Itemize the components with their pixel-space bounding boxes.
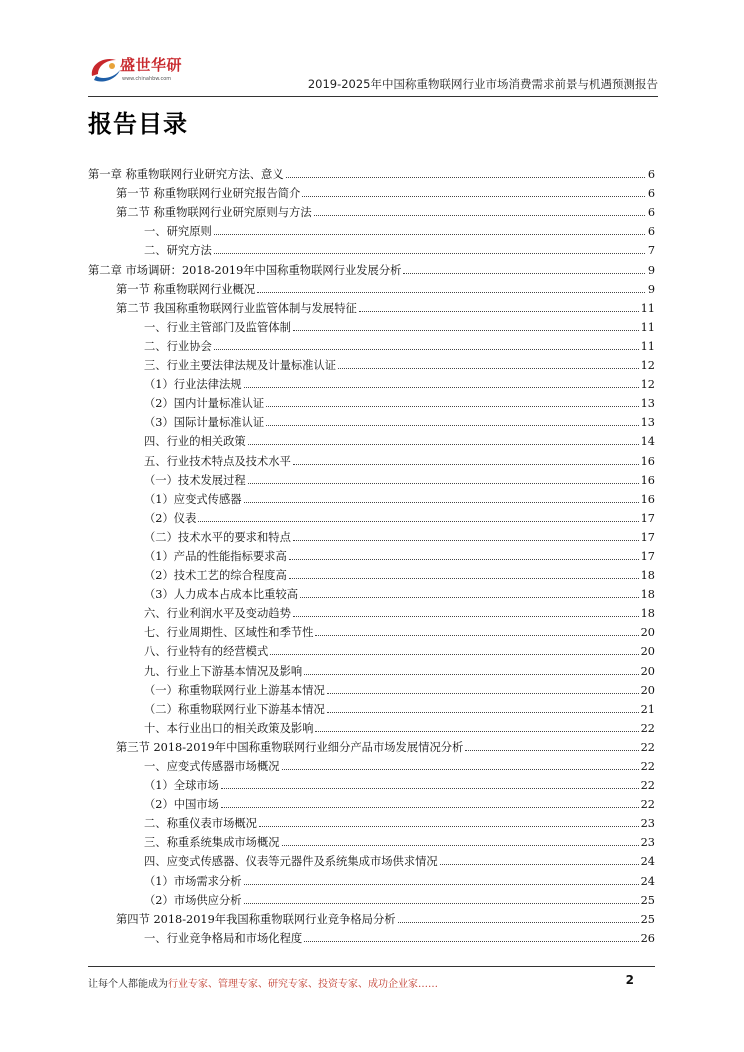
toc-dot-leader: [214, 234, 645, 235]
toc-entry-page: 9: [647, 282, 655, 296]
toc-entry[interactable]: [88, 429, 655, 448]
toc-dot-leader: [221, 807, 639, 808]
toc-entry[interactable]: [88, 257, 655, 276]
toc-entry[interactable]: [88, 907, 655, 926]
toc-entry-label: 二、行业协会: [144, 339, 212, 353]
toc-entry-page: 24: [640, 874, 655, 888]
toc-entry[interactable]: [88, 334, 655, 353]
toc-dot-leader: [293, 616, 639, 617]
toc-entry-page: 25: [640, 912, 655, 926]
toc-entry[interactable]: [88, 697, 655, 716]
toc-entry-page: 13: [640, 416, 655, 430]
toc-entry-page: 12: [640, 359, 655, 373]
toc-dot-leader: [248, 483, 639, 484]
table-of-contents: [88, 162, 655, 945]
toc-entry-page: 25: [640, 893, 655, 907]
header-divider: [88, 96, 658, 97]
toc-dot-leader: [359, 311, 639, 312]
toc-entry-label: （1）全球市场: [144, 779, 219, 793]
toc-entry-page: 17: [640, 530, 655, 544]
toc-entry[interactable]: [88, 525, 655, 544]
toc-entry-label: 二、称重仪表市场概况: [144, 817, 257, 831]
toc-dot-leader: [289, 578, 639, 579]
toc-entry-label: 一、应变式传感器市场概况: [144, 760, 280, 773]
toc-entry-page: 22: [640, 721, 655, 735]
toc-entry[interactable]: [88, 277, 655, 296]
toc-entry[interactable]: [88, 792, 655, 811]
toc-dot-leader: [327, 712, 639, 713]
toc-dot-leader: [440, 864, 639, 865]
toc-dot-leader: [293, 464, 639, 465]
toc-entry-page: 6: [647, 206, 655, 220]
page-number: 2: [625, 973, 634, 987]
toc-entry[interactable]: [88, 181, 655, 200]
toc-dot-leader: [221, 788, 639, 789]
toc-entry[interactable]: [88, 506, 655, 525]
toc-dot-leader: [302, 196, 645, 197]
footer-divider: [88, 966, 655, 967]
toc-dot-leader: [214, 253, 645, 254]
toc-entry-label: （3）国际计量标准认证: [144, 416, 265, 430]
footer-slogan-prefix: 让每个人都能成为: [88, 979, 168, 990]
footer-slogan-highlight: 行业专家、管理专家、研究专家、投资专家、成功企业家……: [168, 979, 438, 990]
toc-entry-page: 7: [647, 244, 655, 258]
toc-entry[interactable]: [88, 544, 655, 563]
toc-entry[interactable]: [88, 372, 655, 391]
toc-entry-page: 22: [640, 798, 655, 812]
toc-entry[interactable]: [88, 315, 655, 334]
toc-dot-leader: [293, 540, 639, 541]
toc-entry-page: 6: [647, 225, 655, 239]
toc-dot-leader: [214, 349, 639, 350]
toc-entry[interactable]: [88, 773, 655, 792]
toc-entry-label: 第四节 2018-2019年我国称重物联网行业竞争格局分析: [116, 912, 396, 926]
toc-dot-leader: [244, 387, 639, 388]
toc-entry-page: 23: [640, 836, 655, 850]
toc-entry-label: （2）市场供应分析: [144, 893, 242, 907]
toc-entry-label: 四、行业的相关政策: [144, 435, 246, 449]
toc-dot-leader: [270, 654, 638, 655]
toc-entry-page: 20: [640, 683, 655, 697]
toc-entry-label: （3）人力成本占成本比重较高: [144, 588, 299, 602]
toc-entry-label: （二）称重物联网行业下游基本情况: [144, 702, 325, 716]
brand-name: 盛世华研: [120, 56, 183, 74]
toc-entry-page: 16: [640, 492, 655, 506]
toc-entry[interactable]: [88, 487, 655, 506]
toc-entry-label: 九、行业上下游基本情况及影响: [144, 664, 303, 678]
toc-entry[interactable]: [88, 582, 655, 601]
toc-entry-label: （2）国内计量标准认证: [144, 397, 265, 411]
toc-entry[interactable]: [88, 639, 655, 658]
toc-entry-label: 第一章 称重物联网行业研究方法、意义: [88, 168, 284, 182]
toc-entry[interactable]: [88, 238, 655, 257]
toc-dot-leader: [248, 444, 639, 445]
toc-dot-leader: [403, 273, 645, 274]
toc-dot-leader: [244, 903, 639, 904]
toc-entry[interactable]: [88, 410, 655, 429]
toc-dot-leader: [315, 635, 638, 636]
toc-dot-leader: [304, 674, 638, 675]
toc-dot-leader: [286, 177, 645, 178]
toc-entry-label: （1）产品的性能指标要求高: [144, 549, 287, 563]
toc-dot-leader: [314, 215, 645, 216]
toc-entry-label: 一、行业竞争格局和市场化程度: [144, 931, 303, 945]
toc-entry-page: 18: [640, 607, 655, 621]
toc-dot-leader: [282, 769, 639, 770]
toc-dot-leader: [244, 884, 639, 885]
toc-entry[interactable]: [88, 391, 655, 410]
toc-dot-leader: [282, 845, 639, 846]
brand-url: www.chinahbw.com: [122, 76, 172, 82]
toc-entry[interactable]: [88, 926, 655, 945]
toc-entry[interactable]: [88, 200, 655, 219]
toc-entry-page: 13: [640, 397, 655, 411]
toc-entry-label: 第二节 我国称重物联网行业监管体制与发展特征: [116, 301, 357, 315]
toc-dot-leader: [257, 292, 645, 293]
toc-dot-leader: [266, 406, 638, 407]
toc-entry-label: 十、本行业出口的相关政策及影响: [144, 721, 314, 735]
toc-entry-label: 七、行业周期性、区域性和季节性: [144, 626, 314, 640]
toc-dot-leader: [465, 750, 638, 751]
toc-entry-page: 17: [640, 549, 655, 563]
toc-entry-label: 三、称重系统集成市场概况: [144, 836, 280, 850]
toc-entry-page: 16: [640, 454, 655, 468]
toc-entry-page: 23: [640, 817, 655, 831]
toc-entry-label: 一、行业主管部门及监管体制: [144, 320, 291, 334]
toc-entry-label: 八、行业特有的经营模式: [144, 645, 269, 659]
toc-entry-label: 二、研究方法: [144, 244, 212, 258]
page-header: [88, 46, 658, 98]
toc-entry[interactable]: [88, 448, 655, 467]
toc-entry-label: （2）技术工艺的综合程度高: [144, 569, 287, 583]
toc-entry-label: （1）市场需求分析: [144, 874, 242, 888]
toc-entry-page: 20: [640, 626, 655, 640]
toc-entry-page: 26: [640, 931, 655, 945]
toc-entry-page: 17: [640, 511, 655, 525]
toc-entry-label: （2）仪表: [144, 511, 197, 525]
toc-entry-page: 14: [640, 435, 655, 449]
toc-entry-label: （2）中国市场: [144, 798, 219, 812]
toc-entry[interactable]: [88, 716, 655, 735]
toc-entry-label: （1）应变式传感器: [144, 492, 242, 506]
toc-entry-page: 20: [640, 645, 655, 659]
toc-entry-page: 24: [640, 855, 655, 869]
toc-entry-label: （一）称重物联网行业上游基本情况: [144, 683, 325, 697]
toc-entry[interactable]: [88, 219, 655, 238]
toc-dot-leader: [398, 922, 639, 923]
toc-entry[interactable]: [88, 868, 655, 887]
brand-logo: [88, 48, 218, 94]
toc-entry-page: 12: [640, 378, 655, 392]
toc-entry-page: 9: [647, 263, 655, 277]
toc-entry-label: 六、行业利润水平及变动趋势: [144, 607, 291, 621]
toc-entry-label: 第二章 市场调研：2018-2019年中国称重物联网行业发展分析: [88, 263, 402, 277]
toc-entry-page: 11: [640, 301, 655, 315]
toc-entry-page: 22: [640, 760, 655, 773]
toc-entry-page: 11: [640, 320, 655, 334]
toc-entry-page: 22: [640, 779, 655, 793]
toc-entry[interactable]: [88, 830, 655, 849]
toc-entry-page: 11: [640, 339, 655, 353]
toc-entry[interactable]: [88, 888, 655, 907]
toc-entry[interactable]: [88, 678, 655, 697]
logo-swoosh-icon: [88, 52, 122, 86]
report-title: 2019-2025年中国称重物联网行业市场消费需求前景与机遇预测报告: [307, 77, 658, 91]
toc-entry-label: （1）行业法律法规: [144, 378, 242, 392]
toc-dot-leader: [266, 425, 638, 426]
toc-entry[interactable]: [88, 620, 655, 639]
toc-entry-page: 6: [647, 187, 655, 201]
toc-entry[interactable]: [88, 162, 655, 181]
toc-entry-page: 21: [640, 702, 655, 716]
toc-entry[interactable]: [88, 811, 655, 830]
toc-entry-label: 一、研究原则: [144, 225, 212, 239]
toc-dot-leader: [338, 368, 639, 369]
toc-entry-label: 三、行业主要法律法规及计量标准认证: [144, 359, 337, 373]
toc-entry-page: 6: [647, 168, 655, 182]
toc-dot-leader: [304, 941, 638, 942]
toc-entry-page: 18: [640, 569, 655, 583]
toc-entry-label: 四、应变式传感器、仪表等元器件及系统集成市场供求情况: [144, 855, 438, 869]
toc-entry-page: 20: [640, 664, 655, 678]
toc-dot-leader: [289, 559, 639, 560]
toc-entry[interactable]: [88, 468, 655, 487]
toc-dot-leader: [327, 693, 639, 694]
toc-entry-page: 22: [640, 740, 655, 754]
toc-dot-leader: [293, 330, 639, 331]
toc-entry-page: 16: [640, 473, 655, 487]
toc-entry-label: 第一节 称重物联网行业研究报告简介: [116, 187, 301, 201]
toc-entry[interactable]: [88, 353, 655, 372]
toc-entry-label: 五、行业技术特点及技术水平: [144, 454, 291, 468]
toc-dot-leader: [198, 521, 638, 522]
toc-entry[interactable]: [88, 296, 655, 315]
toc-entry-page: 18: [640, 588, 655, 602]
toc-entry-label: （二）技术水平的要求和特点: [144, 530, 291, 544]
toc-entry[interactable]: [88, 735, 655, 754]
toc-entry[interactable]: [88, 601, 655, 620]
toc-entry[interactable]: [88, 754, 655, 773]
toc-entry[interactable]: [88, 849, 655, 868]
toc-entry-label: 第一节 称重物联网行业概况: [116, 282, 256, 296]
toc-entry-label: （一）技术发展过程: [144, 473, 246, 487]
toc-entry[interactable]: [88, 658, 655, 677]
toc-dot-leader: [315, 731, 638, 732]
toc-dot-leader: [300, 597, 639, 598]
toc-dot-leader: [259, 826, 639, 827]
toc-dot-leader: [244, 502, 639, 503]
toc-entry[interactable]: [88, 563, 655, 582]
page-title: 报告目录: [88, 110, 188, 138]
footer-slogan: [88, 975, 438, 990]
toc-entry-label: 第二节 称重物联网行业研究原则与方法: [116, 206, 312, 220]
toc-entry-label: 第三节 2018-2019年中国称重物联网行业细分产品市场发展情况分析: [116, 740, 464, 754]
